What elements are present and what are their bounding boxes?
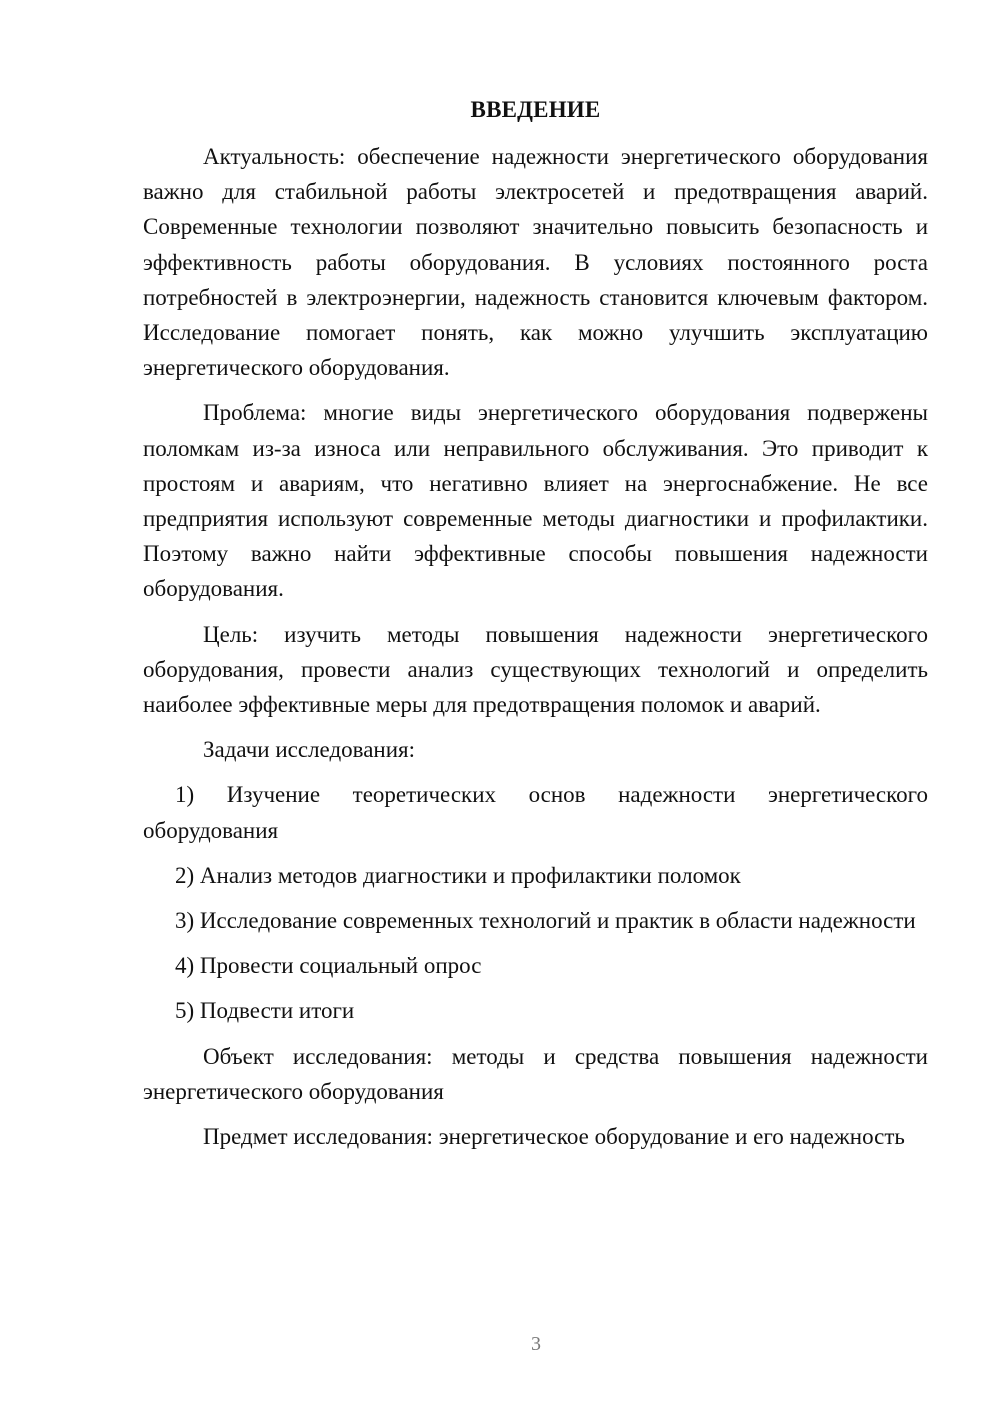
list-item: 2) Анализ методов диагностики и профилактики поломок xyxy=(175,862,741,888)
tasks-list xyxy=(143,777,928,1028)
object-paragraph: Объект исследования: методы и средства повышения надежности энергетического оборудования xyxy=(143,1043,928,1104)
list-item: 1) Изучение теоретических основ надежности энергетического оборудования xyxy=(143,782,928,843)
page-number: 3 xyxy=(531,1333,541,1355)
problem-paragraph: Проблема: многие виды энергетического оборудования подвержены поломкам из-за износа или неправильного обслуживания. Это приводит к простоям и авариям, что негативно влияет на энергоснабжение. Не все предприятия используют современные методы диагностики и профилактики. Поэтому важно найти эффективные способы повышения надежности оборудования. xyxy=(143,400,928,602)
tasks-heading: Задачи исследования: xyxy=(203,737,416,763)
list-item: 5) Подвести итоги xyxy=(175,998,355,1024)
list-item: 4) Провести социальный опрос xyxy=(175,953,482,979)
relevance-paragraph: Актуальность: обеспечение надежности энергетического оборудования важно для стабильной работы электросетей и предотвращения аварий. Современные технологии позволяют значительно повысить безопасность и эффективность работы оборудования. В условиях постоянного роста потребностей в электроэнергии, надежность становится ключевым фактором. Исследование помогает понять, как можно улучшить эксплуатацию энергетического оборудования. xyxy=(143,144,928,381)
list-item: 3) Исследование современных технологий и практик в области надежности xyxy=(175,908,916,934)
goal-paragraph: Цель: изучить методы повышения надежности энергетического оборудования, провести анализ существующих технологий и определить наиболее эффективные меры для предотвращения поломок и аварий. xyxy=(143,621,928,718)
page-content xyxy=(143,92,928,1154)
page-title: ВВЕДЕНИЕ xyxy=(470,97,601,122)
subject-paragraph: Предмет исследования: энергетическое оборудование и его надежность xyxy=(203,1124,905,1150)
